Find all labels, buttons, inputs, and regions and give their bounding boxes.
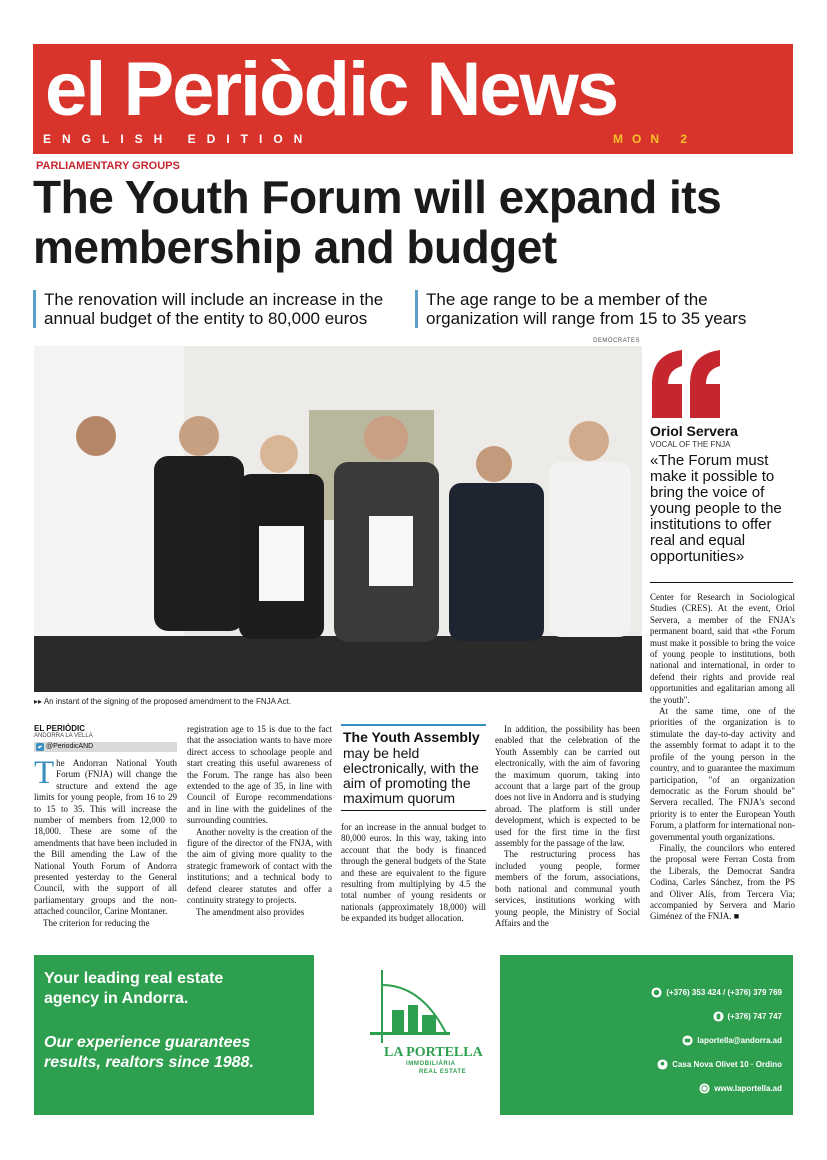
- article-column-3: [341, 822, 486, 925]
- article-column-1: [34, 755, 177, 929]
- subhead-right: The age range to be a member of the organization will range from 15 to 35 years: [415, 290, 786, 328]
- article-photo: [34, 346, 642, 692]
- phone-icon: [713, 1011, 724, 1022]
- paragraph: Another novelty is the creation of the figure of the director of the FNJA, with the aim of giving more quality to the strategic framework of contact with the institutions; and a technical body to defend clearer statutes and offer a continuity strategy to projects.: [187, 826, 332, 906]
- real-estate-ad[interactable]: [34, 955, 793, 1115]
- twitter-handle[interactable]: [34, 742, 177, 752]
- edition-label: ENGLISH EDITION: [43, 132, 314, 146]
- ad-headline: Your leading real estate agency in Andorra.: [44, 970, 224, 1007]
- contact-address[interactable]: [657, 1059, 782, 1070]
- section-label: PARLIAMENTARY GROUPS: [36, 160, 180, 172]
- issue-date: MON 2: [613, 132, 697, 146]
- contact-web[interactable]: [699, 1083, 782, 1094]
- article-column-5: [650, 592, 795, 923]
- paragraph: The amendment also provides: [196, 906, 305, 917]
- headline: The Youth Forum will expand its membership and budget: [33, 171, 722, 273]
- twitter-icon: [36, 743, 44, 751]
- contact-whatsapp[interactable]: [651, 987, 782, 998]
- quote-mark-icon: [648, 346, 728, 426]
- box-divider: [341, 810, 486, 811]
- byline-name: EL PERIÒDIC: [34, 724, 85, 733]
- contact-text: (+376) 747 747: [727, 1012, 782, 1021]
- ad-tagline: Our experience guarantees results, realtors since 1988.: [44, 1034, 254, 1071]
- article-column-2: [187, 724, 332, 918]
- article-column-4: [495, 724, 640, 929]
- contact-email[interactable]: [682, 1035, 782, 1046]
- logo-name: LA PORTELLA: [384, 1045, 483, 1060]
- highlight-box-title: The Youth Assembly: [343, 729, 480, 745]
- byline-place: ANDORRA LA VELLA: [34, 733, 93, 739]
- logo-tagline-2: REAL ESTATE: [419, 1069, 467, 1075]
- photo-credit: DEMÒCRATES: [593, 338, 640, 344]
- paragraph: The restructuring process has included young people, former members of the forum, associations, both national and communal youth services, institutions working with young people, the Ministry of Social Affairs and the: [495, 849, 640, 928]
- twitter-handle-text: @PeriodicAND: [46, 743, 94, 750]
- box-top-rule: [341, 724, 486, 726]
- contact-text: laportella@andorra.ad: [697, 1036, 782, 1045]
- web-icon: [699, 1083, 710, 1094]
- contact-text: (+376) 353 424 / (+376) 379 769: [666, 988, 782, 997]
- logo-tagline: IMMOBILIÀRIA: [406, 1061, 456, 1067]
- paragraph: Center for Research in Sociological Studies (CRES). At the event, Oriol Servera, a member of the FNJA's permanent board, said that «the Forum must make it possible to bring the voice of young people to institutions, both national and international, in order to defend their rights and provide real opportunities and egalitarian among all the youth".: [650, 592, 795, 705]
- masthead-title: el Periòdic News: [45, 47, 618, 132]
- ad-logo-panel: [314, 955, 500, 1115]
- subhead-left: The renovation will include an increase in the annual budget of the entity to 80,000 euros: [33, 290, 404, 328]
- paragraph: The criterion for reducing the: [43, 917, 150, 928]
- paragraph: In addition, the possibility has been enabled that the celebration of the Youth Assembly can be carried out electronically, with the aim of favoring the maximum quorum, taking into account that a large part of the group does not live in Andorra and is studying abroad. The platform is still under development, which is expected to be used for the first time in the first assembly for the passage of the law.: [495, 724, 640, 849]
- quote-author: Oriol Servera: [650, 423, 738, 439]
- paragraph: Finally, the councilors who entered the proposal were Ferran Costa from the Liberals, the Democrat Sandra Codina, Carles Sánchez, from the PS and Oliver Alís, from Tercera Via; accompanied by Servera and Mario Giménez of the FNJA. ■: [650, 842, 795, 922]
- masthead: [33, 44, 793, 154]
- la-portella-logo-icon: [362, 965, 454, 1045]
- whatsapp-icon: [651, 987, 662, 998]
- contact-text: www.laportella.ad: [714, 1084, 782, 1093]
- contact-text: Casa Nova Olivet 10 · Ordino: [672, 1060, 782, 1069]
- drop-cap: T: [34, 755, 55, 791]
- contact-phone[interactable]: [713, 1011, 783, 1022]
- highlight-box-text: may be held electronically, with the aim of promoting the maximum quorum: [343, 745, 479, 806]
- quote-divider: [650, 582, 793, 583]
- photo-illustration: [34, 346, 642, 692]
- paragraph: for an increase in the annual budget to 80,000 euros. In this way, taking into account that the body is financed through the general budgets of the State and these are equivalent to the figure resulting from multiplying by 4.5 the total number of young residents or nationals (approximately 18,000) will be expanded its budget allocation.: [341, 822, 486, 924]
- paragraph: registration age to 15 is due to the fact that the association wants to have more direct access to schoolage people and start creating this useful awareness of the Forum. The range has also been extended to the age of 35, in line with Council of Europe recommendations and in line with the guidelines of the surrounding countries.: [187, 724, 332, 826]
- quote-role: VOCAL OF THE FNJA: [650, 440, 731, 449]
- pull-quote: «The Forum must make it possible to bring the voice of young people to the institutions to offer real and equal opportunities»: [650, 452, 782, 565]
- photo-caption: ▸▸ An instant of the signing of the proposed amendment to the FNJA Act.: [34, 697, 292, 706]
- paragraph: At the same time, one of the priorities of the organization is to stimulate the day-to-day activity and the assembly format to adapt it to the profile of the young person in the country, and to guarantee the maximum participation, "of an organization democratic as the Forum should be" Servera recalled. The FNJA's second priority is to enter the European Youth Forum, a platform for international non-governmental youth organizations.: [650, 706, 795, 842]
- paragraph: he Andorran National Youth Forum (FNJA) will change the structure and extend the age limits for young people, from 16 to 29 to 15 to 35. This will increase the number of members from 12,000 to 18,000. These are some of the amendments that have been included in the Bill amending the Law of the National Youth Forum of Andorra presented yesterday to the General Council, with the support of all parliamentary groups and the non-attached councilor, Carine Montaner.: [34, 758, 177, 917]
- email-icon: [682, 1035, 693, 1046]
- location-icon: [657, 1059, 668, 1070]
